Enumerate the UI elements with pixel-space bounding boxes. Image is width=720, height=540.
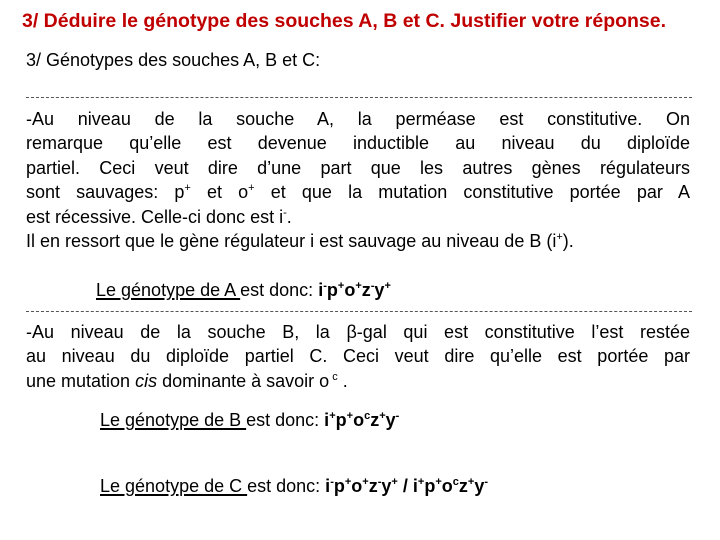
line-3-pre: une mutation: [26, 370, 136, 391]
allele: +: [379, 410, 386, 422]
allele: +: [435, 476, 442, 488]
genotype-a-line: [96, 280, 391, 301]
genotype-c-formula: [325, 476, 488, 496]
genotype-c-label: Le génotype de C: [100, 476, 248, 496]
line-5-pre: est récessive. Celle-ci donc est i: [26, 206, 284, 227]
gene: y: [474, 476, 485, 496]
allele: +: [346, 410, 354, 422]
gene: i: [318, 280, 324, 300]
allele: c: [364, 410, 371, 422]
gene: i: [324, 410, 330, 430]
gene: z: [370, 410, 380, 430]
paragraph-souche-a: [26, 107, 690, 253]
genotype-c-text: est donc:: [247, 476, 326, 496]
allele: +: [384, 280, 391, 292]
gene: z: [368, 476, 378, 496]
genotype-b-formula: [324, 410, 399, 430]
formula-separator: /: [397, 476, 413, 496]
paragraph-a-line-6: [26, 229, 690, 253]
allele: -: [370, 280, 375, 292]
allele: c: [452, 476, 459, 488]
sup-minus: -: [283, 206, 287, 219]
gene: z: [361, 280, 371, 300]
allele: +: [417, 476, 425, 488]
genotype-c-line: [100, 476, 488, 497]
genotype-a-text: est donc:: [240, 280, 319, 300]
line-6-pre: Il en ressort que le gène régulateur i est sauvage au niveau de B (i: [26, 231, 557, 252]
gene: o: [351, 476, 363, 496]
gene: z: [458, 476, 468, 496]
paragraph-a-line-5: [26, 205, 690, 229]
line-1-pre: -Au niveau de la souche B, la: [26, 322, 347, 342]
allele: -: [395, 410, 400, 422]
gene: y: [385, 410, 396, 430]
genotype-a-formula: [318, 280, 391, 300]
sup-plus: +: [184, 182, 191, 195]
line-3-mid: dominante à savoir o: [157, 370, 330, 391]
genotype-b-text: est donc:: [246, 410, 325, 430]
allele: +: [391, 476, 398, 488]
allele: -: [330, 476, 334, 488]
gene: o: [344, 280, 356, 300]
paragraph-b-line-2: au niveau du diploïde partiel C. Ceci veut dire qu’elle est portée par: [26, 346, 690, 367]
beta-symbol: β: [346, 322, 357, 342]
divider-middle: [26, 311, 692, 312]
gene: p: [424, 476, 436, 496]
line-6-post: ).: [562, 231, 574, 252]
gene: i: [325, 476, 331, 496]
allele: -: [377, 476, 382, 488]
allele: +: [355, 280, 362, 292]
paragraph-a-line-4: [26, 180, 690, 204]
allele: +: [344, 476, 352, 488]
paragraph-a-line-2: remarque qu’elle est devenue inductible au niveau du diploïde: [26, 133, 690, 154]
line-3-post: .: [337, 370, 348, 391]
allele: +: [467, 476, 475, 488]
allele: +: [329, 410, 336, 422]
line-4-mid: et o: [190, 182, 249, 203]
line-4-pre: sont sauvages: p: [26, 182, 185, 203]
genotype-b-label: Le génotype de B: [100, 410, 247, 430]
page-title: 3/ Déduire le génotype des souches A, B et C. Justifier votre réponse.: [22, 10, 667, 32]
gene: p: [326, 280, 338, 300]
section-subtitle: 3/ Génotypes des souches A, B et C:: [26, 50, 321, 70]
sup-plus: +: [556, 231, 563, 244]
paragraph-souche-b: [26, 320, 690, 393]
gene: y: [381, 476, 392, 496]
gene: o: [353, 410, 365, 430]
cis-italic: cis: [135, 370, 158, 391]
line-5-post: .: [286, 206, 292, 227]
allele: +: [337, 280, 345, 292]
line-1-post: -gal qui est constitutive l’est restée: [356, 322, 690, 342]
gene: o: [441, 476, 453, 496]
allele: +: [362, 476, 369, 488]
genotype-b-line: [100, 410, 399, 431]
gene: p: [335, 410, 347, 430]
sup-plus: +: [248, 182, 255, 195]
gene: y: [374, 280, 385, 300]
paragraph-b-line-3: [26, 369, 690, 393]
genotype-a-label: Le génotype de A: [96, 280, 241, 300]
gene: i: [412, 476, 418, 496]
sup-c: c: [329, 370, 338, 383]
allele: -: [323, 280, 327, 292]
paragraph-a-line-1: -Au niveau de la souche A, la perméase est constitutive. On: [26, 109, 690, 129]
divider-top: [26, 97, 692, 98]
gene: p: [333, 476, 345, 496]
line-4-post: et que la mutation constitutive portée par A: [254, 182, 690, 203]
paragraph-b-line-1: [26, 320, 690, 344]
paragraph-a-line-3: partiel. Ceci veut dire d’une part que les autres gènes régulateurs: [26, 157, 690, 178]
allele: -: [484, 476, 489, 488]
